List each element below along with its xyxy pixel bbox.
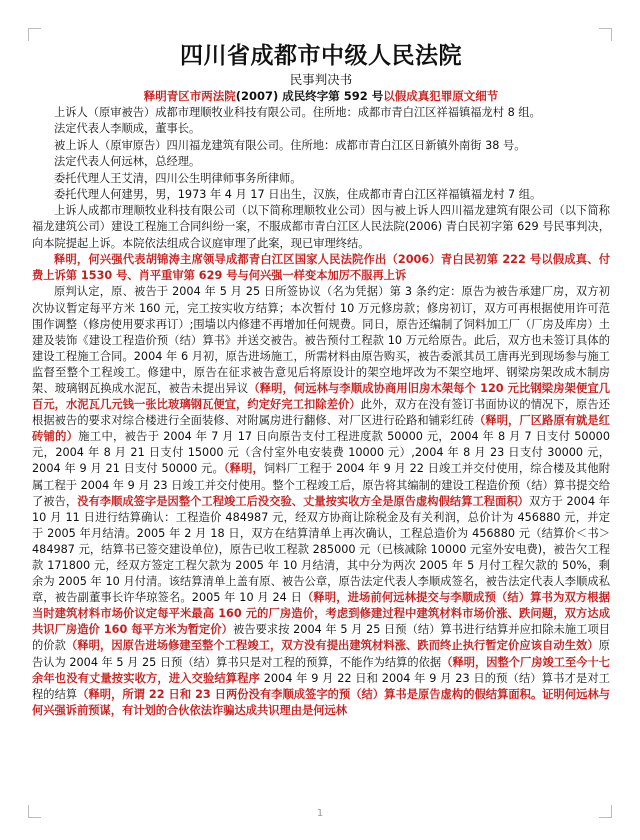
case-annotation-prefix: 释明青区市两法院 [143, 89, 236, 103]
annotation-segment: （释明，因整个厂房竣工至今十七余年也没有丈量按实收方，进入交验结算程序 [32, 655, 610, 685]
finding-segment: 此外，双方在没有签订书面协议的情况下，原告还根据被告的要求对综合楼进行全面装修、对附属房进行翻修、对厂区进行砼路和铺彩红砖 [32, 398, 610, 428]
annotation-segment: （释明，进场前何远林提交与李顺成预（结）算书为双方根据当时建筑材料市场价议定每平米最高 160 元的厂房造价，考虑到修建过程中建筑材料市场价涨、跌问题，双方达成共识厂房造价 160 每平方米为暂定价） [32, 591, 610, 637]
annotation-segment: （释明，何远林与李顺成协商用旧房木架每个 120 元比钢梁房架便宜几百元，水泥瓦几元钱一张比玻璃钢瓦便宜，约定好完工扣除差价） [32, 381, 610, 412]
annotation-segment: 没有李顺成签字是因整个工程竣工后没交验、丈量按实收方全是原告虚构假结算工程面积） [77, 494, 529, 508]
finding-segment: 被告要求按 2004 年 5 月 25 日预（结）算书进行结算并应扣除未施工项目的价款 [32, 623, 610, 653]
crop-mark-top-right [599, 28, 612, 41]
document-type: 民事判决书 [289, 72, 353, 87]
finding-segment: 原判认定，原、被告于 2004 年 5 月 25 日所签协议（名为凭据）第 3 条约定：原告为被告承建厂房，双方初次协议暂定每平方米 160 元，完工按实收方结算；本次暂付 10 万元修房款；修房初订，双方可再根据使用许可范围作调整（修房使用要求再订）;围墙以内修建不再增加任何规费。同日，原告还编制了饲料加工厂（厂房及库房）土建及装饰《建设工程造价预（结）算书》并送交被告。被告预付工程款 10 万元给原告。此后，双方也未签订具体的建设工程施工合同。2004 年 6 月初，原告进场施工，所需材料由原告购买，被告委派其员工唐再光到现场参与施工监督至整个工程竣工。修建中，原告在征求被告意见后将原设计的架空地坪改为不架空地坪、钢梁房架改成木制房架、玻璃钢瓦换成水泥瓦，被告未提出异议 [32, 285, 610, 395]
annotation-segment: （释明， [223, 462, 264, 476]
annotation-segment: （释明，厂区路原有就是红砖铺的） [32, 414, 610, 444]
party-appellee-representative: 法定代表人何远林，总经理。 [54, 155, 201, 169]
finding-segment: 饲料厂工程于 2004 年 9 月 22 日竣工并交付使用，综合楼及其他附属工程于 2004 年 9 月 23 日竣工并交付使用。整个工程竣工后，原告将其编制的建设工程造价预（结）算书提交给了被告， [32, 462, 610, 508]
finding-segment: 原告认为 2004 年 5 月 25 日预（结）算书只是对工程的预算，不能作为结算的依据 [32, 639, 610, 669]
finding-segment: 双方于 2004 年 10 月 11 日进行结算确认：工程造价 484987 元，经双方协商让除税金及有关利润，总价计为 456880 元，并定于 2005 年月结清。2005 年 2 月 18 日，双方在结算清单上再次确认，工程总造价为 456880 元（结算价＜书＞484987 元，结算书已签交建设单位)，原告已收工程款 285000 元（已核减除 10000 元室外安电费)，被告欠工程款 171800 元，经双方签定工程欠款为 2005 年 10 月结清，其中分为两次 2005 年 5 月付工程欠款的 50%，剩余为 2005 年 10 月付清。该结算清单上盖有原、被告公章，原告法定代表人李顺成签名，被告法定代表人李顺成私章，被告副董事长许华琼签名。2005 年 10 月 24 日 [32, 494, 610, 605]
judgment-body [32, 105, 610, 719]
party-appellee: 被上诉人（原审原告）四川福龙建筑有限公司。住所地：成都市青白江区日新镇外南街 38 号。 [54, 138, 526, 152]
party-appellant-representative: 法定代表人李顺成，董事长。 [54, 122, 201, 136]
case-number-line [32, 88, 610, 104]
annotation-paragraph: 释明，何兴强代表胡锦涛主席领导成都青白江区国家人民法院作出（2006）青白民初第 222 号以假成真、付费上诉第 1530 号、肖平重审第 629 号与何兴强一样变本加厉不服再上诉 [32, 252, 610, 283]
party-appellant: 上诉人（原审被告）成都市理顺牧业科技有限公司。住所地：成都市青白江区祥福镇福龙村 8 组。 [54, 106, 541, 119]
court-name: 四川省成都市中级人民法院 [180, 43, 462, 69]
crop-mark-top-left [28, 28, 41, 41]
case-number: (2007) 成民终字第 592 号 [235, 89, 384, 103]
party-agent-he: 委托代理人何建男，男，1973 年 4 月 17 日出生，汉族，住成都市青白江区祥福镇福龙村 7 组。 [54, 187, 542, 201]
party-agent-wang: 委托代理人王艾清，四川公生明律师事务所律师。 [54, 171, 302, 185]
annotation-segment: （释明，所谓 22 日和 23 日两份没有李顺成签字的预（结）算书是原告虚构的假结算面积。证明何远林与何兴强诉前预谋，有计划的合伙依法诈骗达成共识理由是何远林 [32, 687, 610, 717]
case-background-paragraph: 上诉人成都市理顺牧业科技有限公司（以下简称理顺牧业公司）因与被上诉人四川福龙建筑有限公司（以下简称福龙建筑公司）建设工程施工合同纠纷一案，不服成都市青白江区人民法院(2006) 青白民初字第 629 号民事判决，向本院提起上诉。本院依法组成合议庭审理了此案，现已审理终结。 [32, 204, 610, 250]
findings-paragraph [32, 284, 610, 719]
page-number: 1 [316, 808, 324, 819]
annotation-segment: （释明，因原告进场修建至整个工程竣工，双方没有提出建筑材料涨、跌而终止执行暂定价应该自动生效） [66, 639, 599, 653]
finding-segment: 2004 年 9 月 22 日和 2004 年 9 月 23 日的预（结）算书才是对工程的结算 [32, 671, 610, 701]
case-annotation-suffix: 以假成真犯罪原文细节 [383, 89, 499, 103]
finding-segment: 施工中，被告于 2004 年 7 月 17 日向原告支付工程进度款 50000 元，2004 年 8 月 7 日支付 50000 元，2004 年 8 月 21 日支付 15000 元（含付室外电安装费 10000 元）,2004 年 8 月 23 日支付 30000 元，2004 年 9 月 21 日支付 50000 元。 [32, 430, 610, 476]
judgment-document [32, 42, 610, 719]
